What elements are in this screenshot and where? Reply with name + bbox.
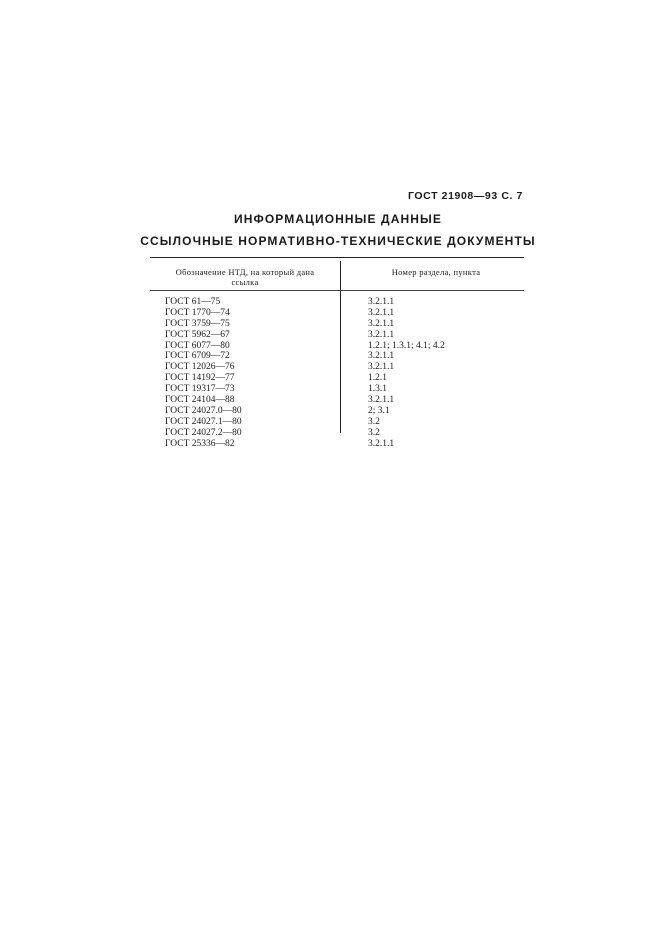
page-header-code: ГОСТ 21908—93 С. 7 (408, 190, 523, 202)
table-cell-section: 3.2.1.1 (368, 351, 395, 362)
table-cell-section: 3.2 (368, 416, 380, 427)
column-header-section: Номер раздела, пункта (391, 267, 481, 277)
table-top-rule (150, 257, 524, 258)
table-cell-section: 3.2.1.1 (368, 362, 395, 373)
document-column (165, 297, 242, 449)
section-column (368, 297, 445, 449)
table-cell-document: ГОСТ 14192—77 (165, 373, 235, 384)
table-cell-document: ГОСТ 5962—67 (165, 329, 230, 340)
table-cell-document: ГОСТ 24104—88 (165, 395, 235, 406)
table-cell-section: 3.2.1.1 (368, 329, 395, 340)
table-cell-document: ГОСТ 24027.2—80 (165, 427, 242, 438)
table-cell-document: ГОСТ 19317—73 (165, 384, 235, 395)
table-cell-document: ГОСТ 12026—76 (165, 362, 235, 373)
table-cell-document: ГОСТ 24027.0—80 (165, 405, 242, 416)
table-cell-section: 1.2.1; 1.3.1; 4.1; 4.2 (368, 340, 445, 351)
header-rule (150, 290, 524, 291)
table-cell-document: ГОСТ 61—75 (165, 297, 221, 307)
column-header-document: Обозначение НТД, на который дана ссылка (175, 267, 315, 287)
table-cell-section: 3.2.1.1 (368, 438, 395, 449)
table-cell-section: 3.2.1.1 (368, 307, 395, 318)
table-cell-section: 3.2.1.1 (368, 318, 395, 329)
section-subtitle: ССЫЛОЧНЫЕ НОРМАТИВНО-ТЕХНИЧЕСКИЕ ДОКУМЕНТЫ (140, 234, 536, 248)
column-divider (340, 261, 341, 433)
table-cell-document: ГОСТ 6709—72 (165, 351, 230, 362)
table-cell-section: 1.2.1 (368, 373, 387, 384)
table-cell-document: ГОСТ 24027.1—80 (165, 416, 242, 427)
table-cell-document: ГОСТ 3759—75 (165, 318, 230, 329)
references-table (150, 257, 524, 449)
table-cell-document: ГОСТ 1770—74 (165, 307, 230, 318)
table-cell-section: 3.2.1.1 (368, 297, 395, 307)
table-cell-section: 1.3.1 (368, 384, 387, 395)
section-title: ИНФОРМАЦИОННЫЕ ДАННЫЕ (234, 212, 442, 226)
table-cell-document: ГОСТ 6077—80 (165, 340, 230, 351)
table-cell-section: 3.2 (368, 427, 380, 438)
table-cell-document: ГОСТ 25336—82 (165, 438, 235, 449)
table-cell-section: 2; 3.1 (368, 405, 390, 416)
table-cell-section: 3.2.1.1 (368, 395, 395, 406)
